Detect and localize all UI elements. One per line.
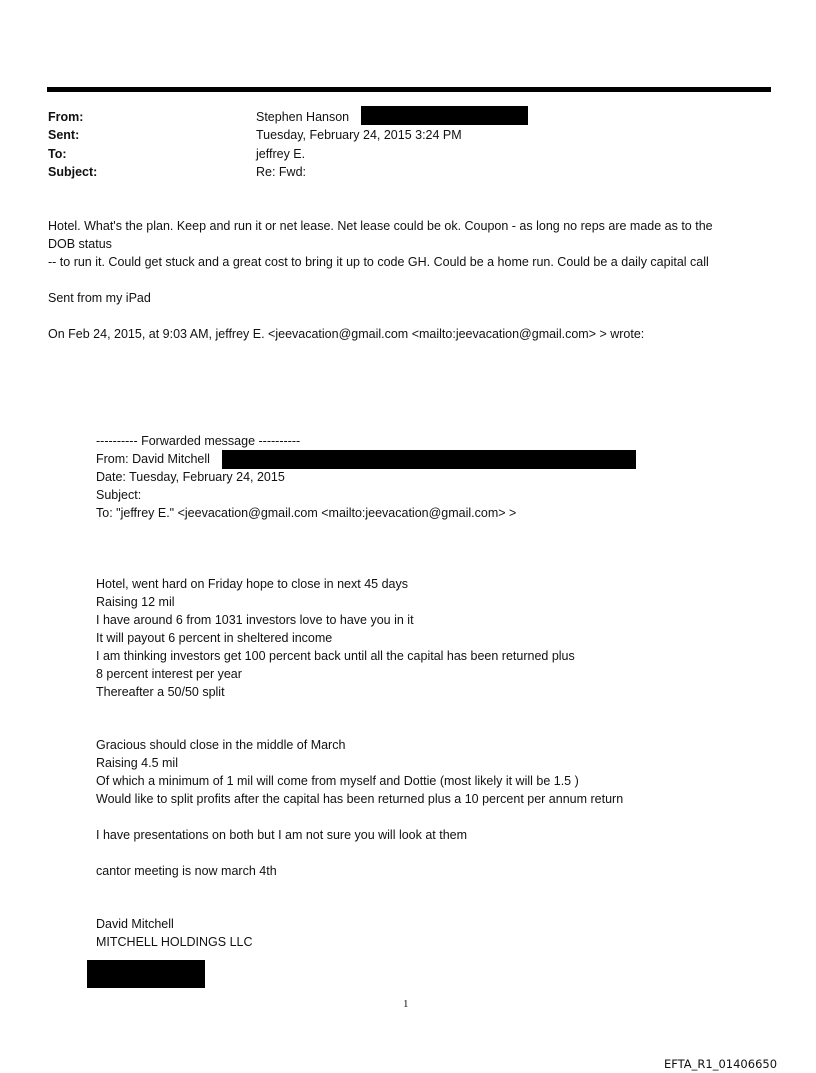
hotel-line: 8 percent interest per year (96, 667, 242, 681)
cantor-line: cantor meeting is now march 4th (96, 864, 277, 878)
header-sent-row (48, 126, 528, 144)
signature-company: MITCHELL HOLDINGS LLC (96, 935, 253, 949)
forward-to: To: "jeffrey E." <jeevacation@gmail.com <mailto:jeevacation@gmail.com> > (96, 506, 517, 520)
presentations-line: I have presentations on both but I am not sure you will look at them (96, 828, 468, 842)
page-number: 1 (403, 998, 409, 1010)
header-rule (47, 87, 771, 92)
hotel-line: Thereafter a 50/50 split (96, 685, 225, 699)
gracious-line: Raising 4.5 mil (96, 756, 178, 770)
hotel-line: Hotel, went hard on Friday hope to close in next 45 days (96, 577, 408, 591)
redaction-forward-from (222, 450, 636, 469)
signature-name: David Mitchell (96, 917, 174, 931)
forward-separator: ---------- Forwarded message ---------- (96, 434, 301, 448)
forward-from: From: David Mitchell (96, 452, 210, 466)
hotel-line: I have around 6 from 1031 investors love to have you in it (96, 613, 414, 627)
quote-intro: On Feb 24, 2015, at 9:03 AM, jeffrey E. <jeevacation@gmail.com <mailto:jeevacation@gmail.com> > wrote: (48, 327, 645, 341)
hotel-line: It will payout 6 percent in sheltered income (96, 631, 333, 645)
gracious-line: Would like to split profits after the capital has been returned plus a 10 percent per annum return (96, 792, 624, 806)
gracious-line: Of which a minimum of 1 mil will come from myself and Dottie (most likely it will be 1.5 ) (96, 774, 579, 788)
reply-line-2: DOB status (48, 237, 112, 251)
forward-date: Date: Tuesday, February 24, 2015 (96, 470, 285, 484)
sent-value: Tuesday, February 24, 2015 3:24 PM (256, 128, 462, 142)
sent-from-signature: Sent from my iPad (48, 291, 151, 305)
to-value: jeffrey E. (256, 147, 306, 161)
reply-line-1: Hotel. What's the plan. Keep and run it or net lease. Net lease could be ok. Coupon - as long no reps are made as to the (48, 219, 713, 233)
header-to-row (48, 145, 528, 163)
redaction-sender-email (361, 106, 528, 125)
subject-label: Subject: (48, 165, 98, 179)
header-subject-row (48, 163, 528, 181)
hotel-line: Raising 12 mil (96, 595, 175, 609)
forward-subject: Subject: (96, 488, 142, 502)
reply-line-3: -- to run it. Could get stuck and a great cost to bring it up to code GH. Could be a home run. Could be a daily capital call (48, 255, 709, 269)
to-label: To: (48, 147, 67, 161)
gracious-line: Gracious should close in the middle of March (96, 738, 346, 752)
redaction-signature-contact (87, 960, 205, 988)
document-id: EFTA_R1_01406650 (664, 1057, 778, 1071)
subject-value: Re: Fwd: (256, 165, 307, 179)
sent-label: Sent: (48, 128, 80, 142)
from-value: Stephen Hanson (256, 110, 350, 124)
from-label: From: (48, 110, 84, 124)
hotel-line: I am thinking investors get 100 percent back until all the capital has been returned plus (96, 649, 575, 663)
